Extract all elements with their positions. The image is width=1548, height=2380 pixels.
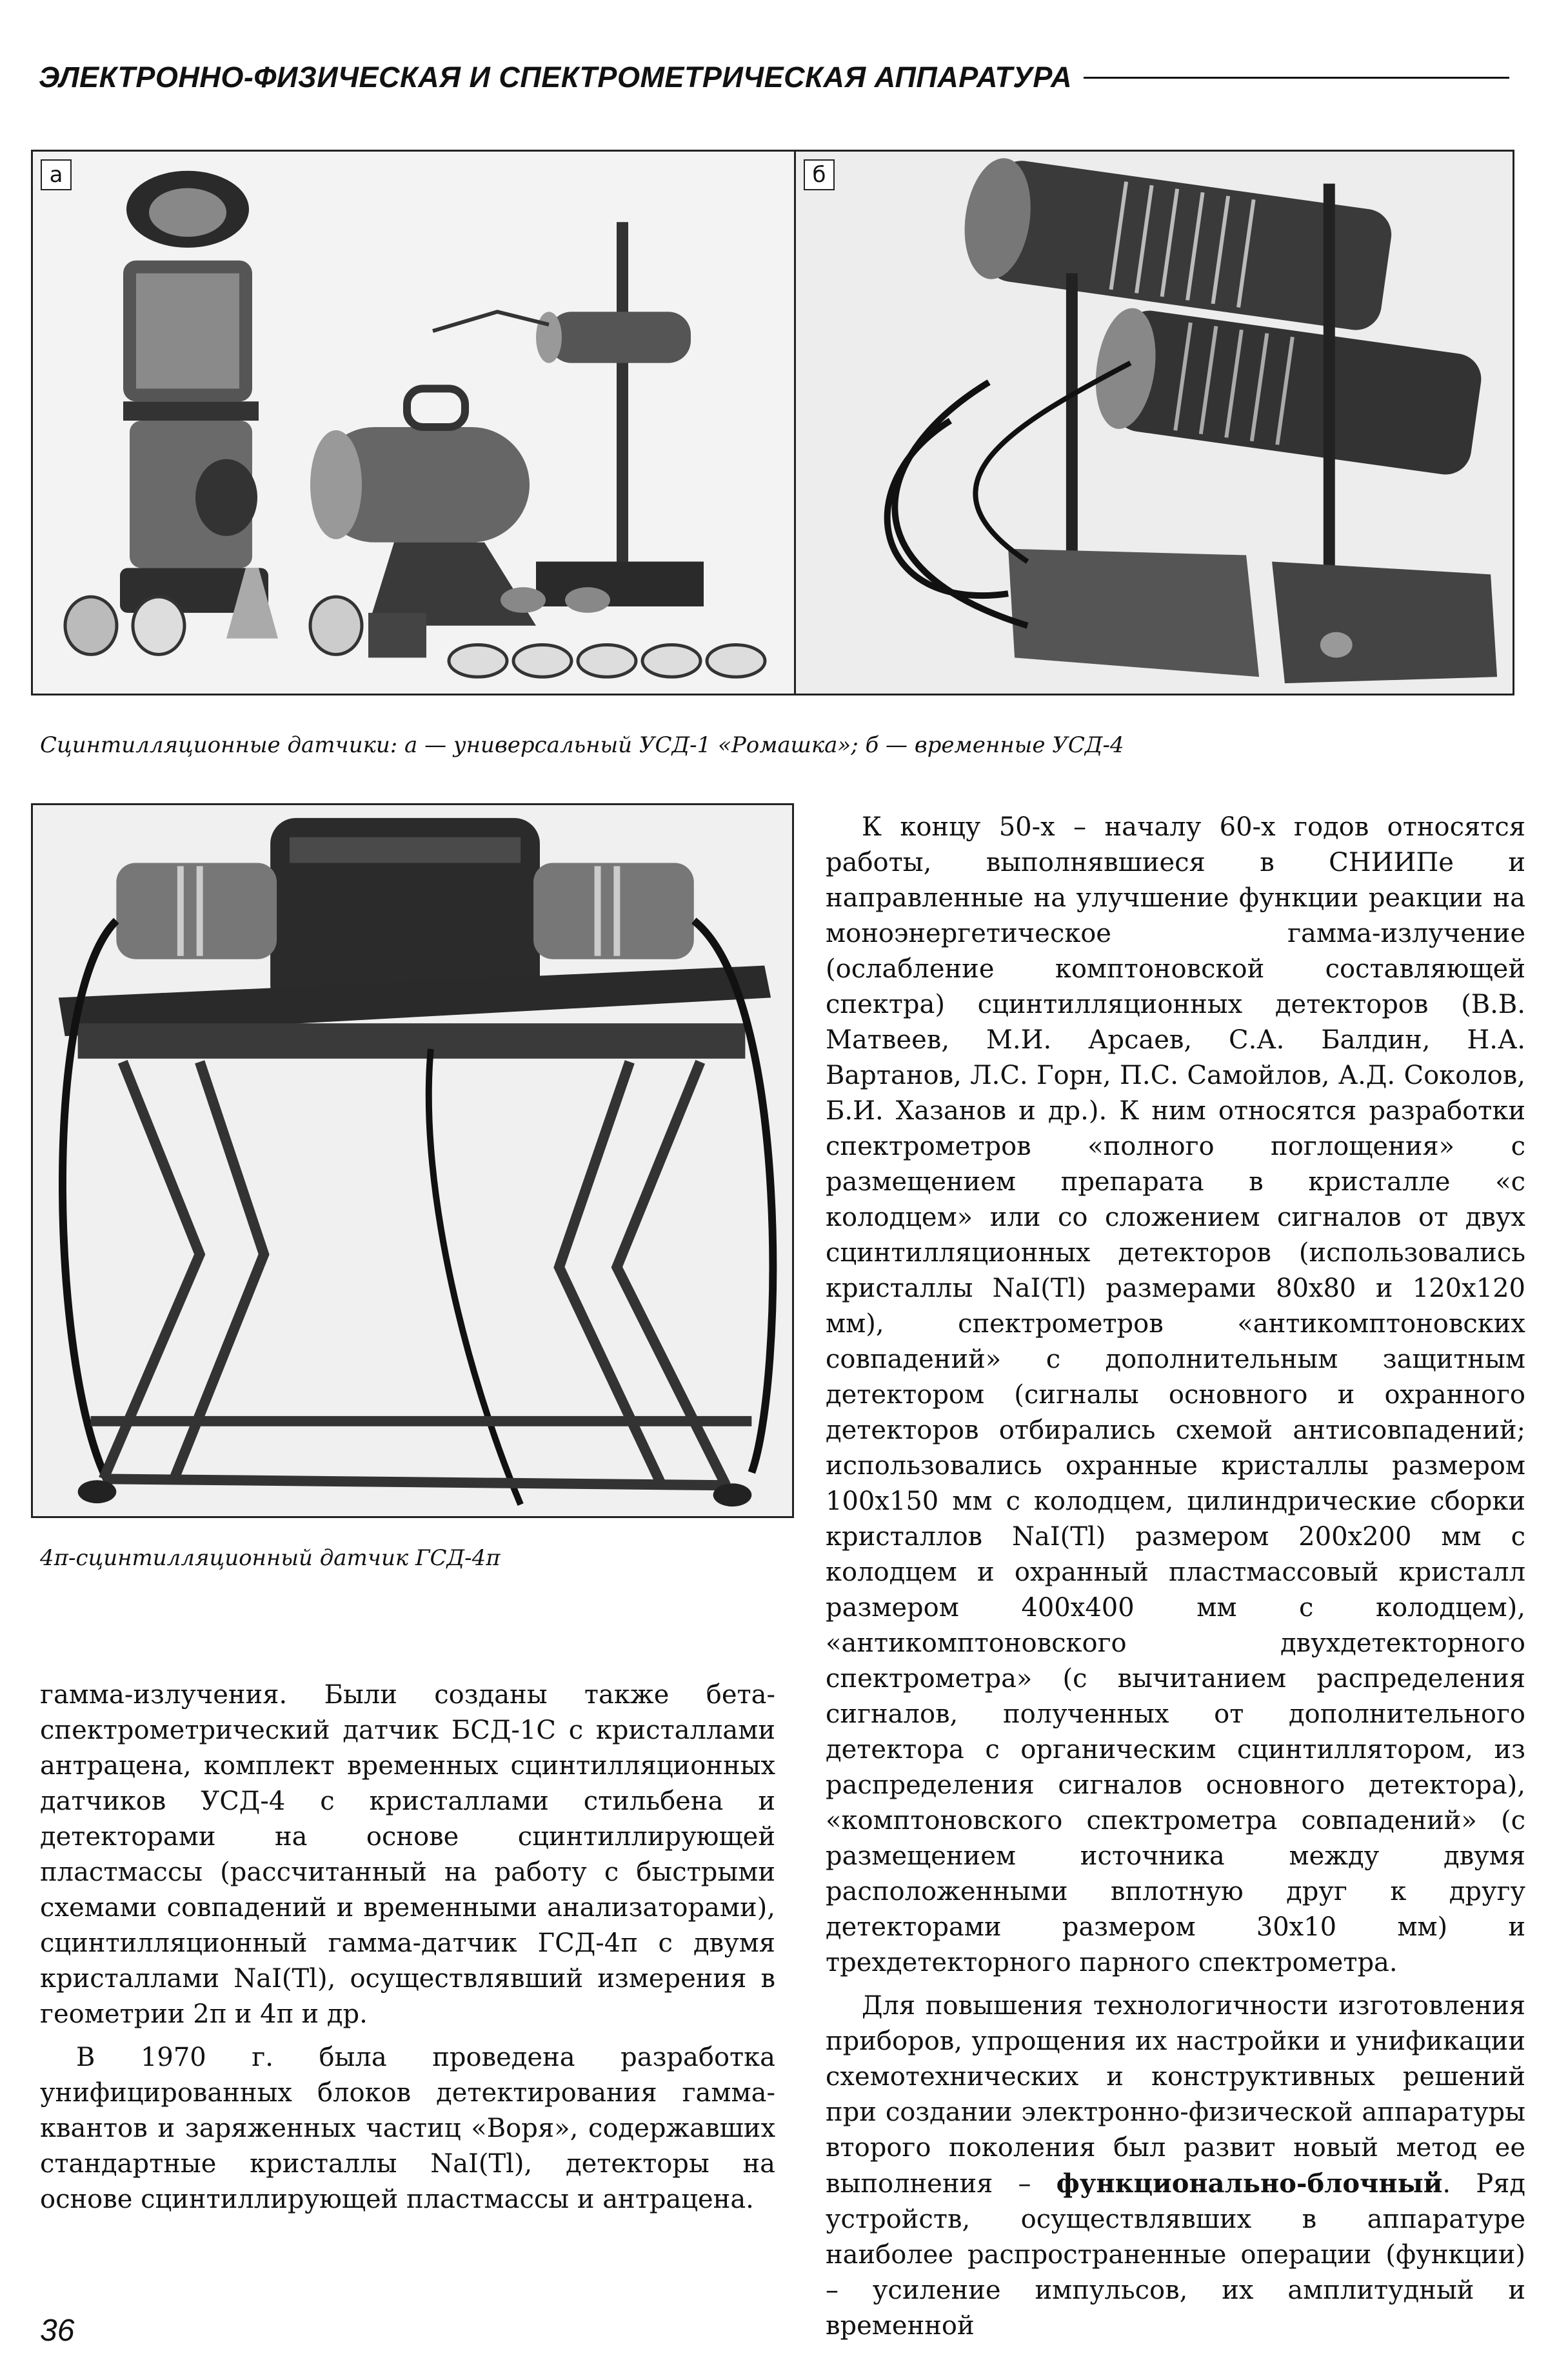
- right-paragraph-2-end: . Ряд устройств, осуществлявших в аппаратуре наиболее распространенные операции (функции) – усиление импульсов, их амплитудный и временной: [826, 2169, 1525, 2341]
- photo-usd1-romashka: [33, 152, 794, 694]
- panel-b-label: б: [804, 159, 835, 190]
- running-header: [39, 55, 1509, 100]
- right-text-column: [826, 810, 1525, 2344]
- panel-a-label: а: [41, 159, 72, 190]
- right-paragraph-2: [826, 1988, 1525, 2344]
- left-paragraph-2: В 1970 г. была проведена разработка унифицированных блоков детектирования гамма-квантов и заряженных частиц «Воря», содержавших стандартные кристаллы NaI(Tl), детекторы на основе сцинтиллирующей пластмассы и антрацена.: [40, 2043, 775, 2214]
- header-title: ЭЛЕКТРОННО-ФИЗИЧЕСКАЯ И СПЕКТРОМЕТРИЧЕСКАЯ АППАРАТУРА: [39, 61, 1073, 94]
- figure-scintillation-sensors: [31, 150, 1514, 695]
- figure-gsd4pi-sensor: [31, 803, 794, 1518]
- right-paragraph-2-start: Для повышения технологичности изготовления приборов, упрощения их настройки и унификации схемотехнических и конструктивных решений при создании электронно-физической аппаратуры второго поколения был развит новый метод ее выполнения –: [826, 1991, 1525, 2199]
- photo-usd4-timing-sensors: [796, 152, 1513, 694]
- right-paragraph-1: К концу 50-х – началу 60-х годов относятся работы, выполнявшиеся в СНИИПе и направленные на улучшение функции реакции на моноэнергетическое гамма-излучение (ослабление комптоновской составляющей спектра) сцинтилляционных детекторов (В.В. Матвеев, М.И. Арсаев, С.А. Балдин, Н.А. Вартанов, Л.С. Горн, П.С. Самойлов, А.Д. Соколов, Б.И. Хазанов и др.). К ним относятся разработки спектрометров «полного поглощения» с размещением препарата в кристалле «с колодцем» или со сложением сигналов от двух сцинтилляционных детекторов (использовались кристаллы NaI(Tl) размерами 80х80 и 120х120 мм), спектрометров «антикомптоновских совпадений» с дополнительным защитным детектором (сигналы основного и охранного детекторов отбирались схемой антисовпадений; использовались охранные кристаллы размером 100х150 мм с колодцем, цилиндрические сборки кристаллов NaI(Tl) размером 200х200 мм с колодцем и охранный пластмассовый кристалл размером 400х400 мм с колодцем), «антикомптоновского двухдетекторного спектрометра» (с вычитанием распределения сигналов, полученных от дополнительного детектора с органическим сцинтиллятором, из распределения сигналов основного детектора), «комптоновского спектрометра совпадений» (с размещением источника между двумя расположенными вплотную друг к другу детекторами размером 30х10 мм) и трехдетекторного парного спектрометра.: [826, 812, 1525, 1977]
- page-number: 36: [40, 2314, 75, 2348]
- left-paragraph-1: гамма-излучения. Были созданы также бета-спектрометрический датчик БСД-1С с кристаллами антрацена, комплект временных сцинтилляционных датчиков УСД-4 с кристаллами стильбена и детекторами на основе сцинтиллирующей пластмассы (рассчитанный на работу с быстрыми схемами совпадений и временными анализаторами), сцинтилляционный гамма-датчик ГСД-4π с двумя кристаллами NaI(Tl), осуществлявший измерения в геометрии 2π и 4π и др.: [40, 1680, 775, 2029]
- photo-panel-a: [33, 152, 796, 694]
- left-text-column: [40, 1677, 775, 2217]
- figure-left-caption: 4π-сцинтилляционный датчик ГСД-4π: [40, 1545, 501, 1571]
- figure-top-caption: Сцинтилляционные датчики: а — универсальный УСД-1 «Ромашка»; б — временные УСД-4: [40, 732, 1124, 758]
- header-rule: [1084, 77, 1509, 79]
- photo-gsd4pi-sensor: [33, 805, 792, 1516]
- photo-panel-b: [796, 152, 1513, 694]
- functional-block-term: функционально-блочный: [1056, 2168, 1443, 2199]
